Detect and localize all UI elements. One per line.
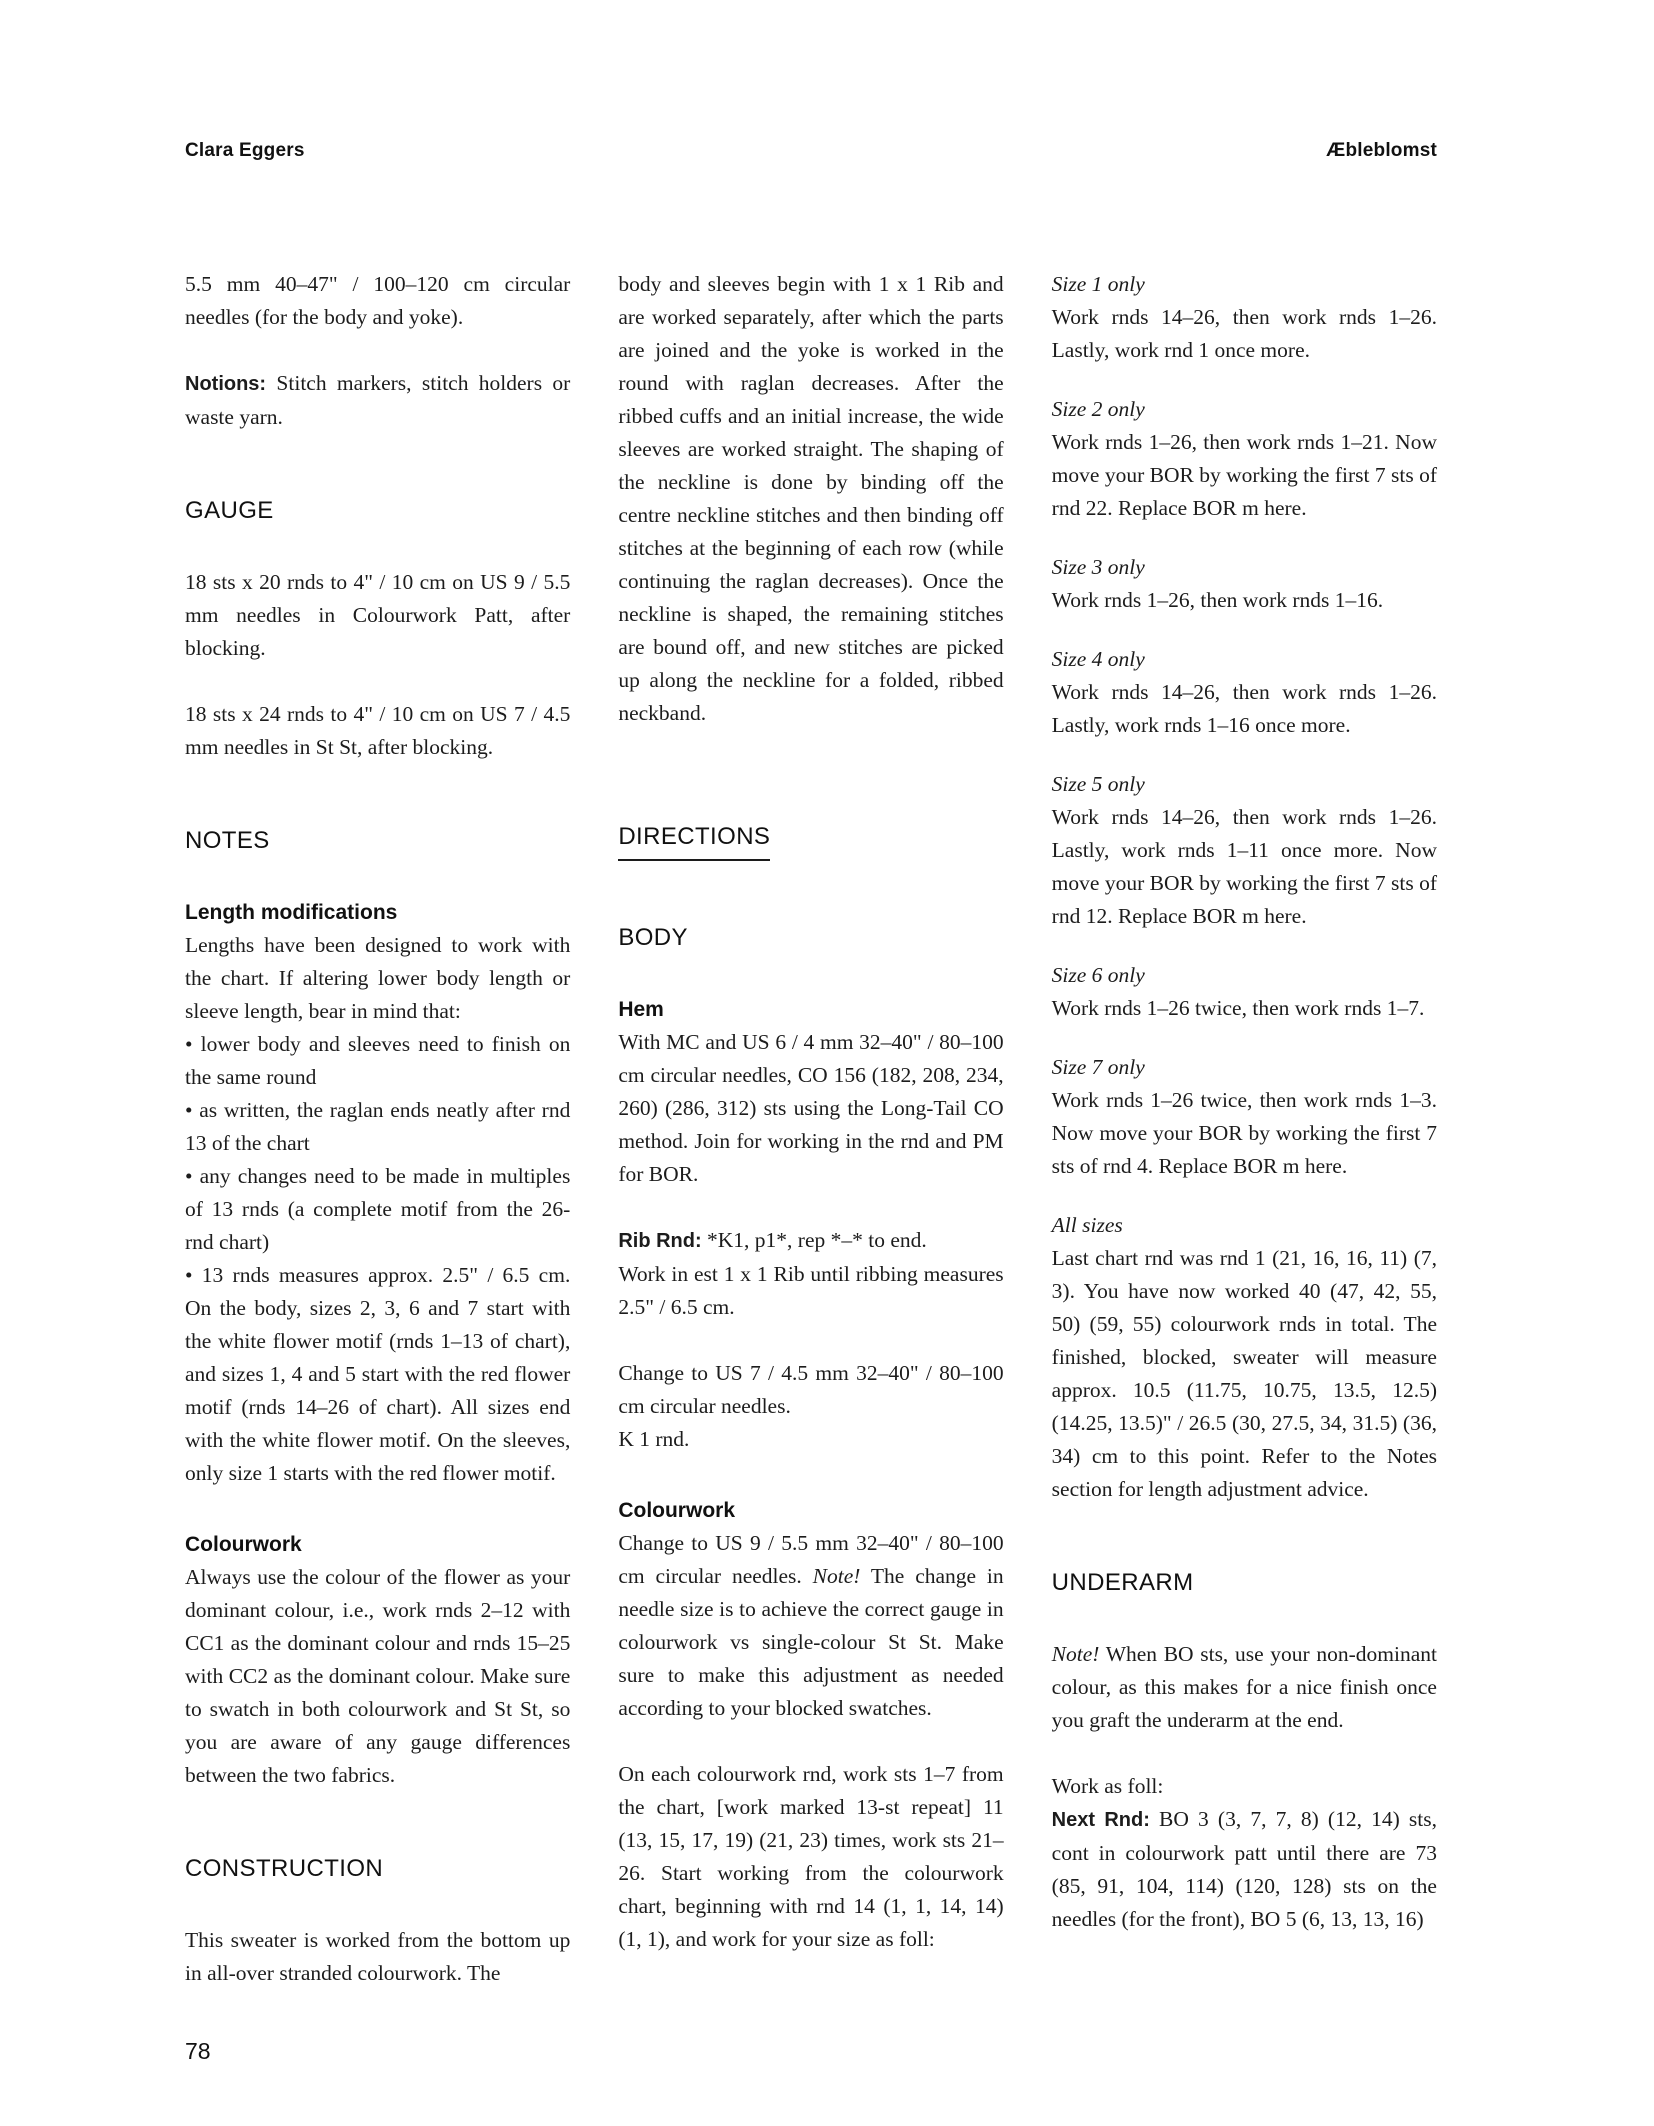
rib-rnd-text: *K1, p1*, rep *–* to end. [701, 1228, 927, 1252]
column-right [1052, 268, 1437, 2023]
size-label: Size 4 only [1051, 647, 1145, 671]
size-section [1052, 1051, 1437, 1183]
column-left [185, 268, 570, 2023]
size-label: Size 5 only [1051, 772, 1145, 796]
size-label: Size 1 only [1051, 272, 1145, 296]
size-text: Work rnds 1–26, then work rnds 1–21. Now move your BOR by working the first 7 sts of rnd 22. Replace BOR m here. [1051, 430, 1437, 520]
colourwork-change-text-a: Change to US 9 / 5.5 mm 32–40" / 80–100 cm circular needles. [618, 1531, 1004, 1588]
size-label: Size 7 only [1051, 1055, 1145, 1079]
gauge-colourwork-paragraph: 18 sts x 20 rnds to 4" / 10 cm on US 9 / 5.5 mm needles in Colourwork Patt, after blocking. [185, 570, 571, 660]
bullet-item: • lower body and sleeves need to finish on the same round [185, 1032, 571, 1089]
size-text: Work rnds 14–26, then work rnds 1–26. Lastly, work rnds 1–11 once more. Now move your BOR by working the first 7 sts of rnd 12. Replace BOR m here. [1051, 805, 1437, 928]
notions-label: Notions: [185, 373, 267, 395]
next-rnd-line [1052, 1803, 1437, 1936]
k1-rnd-line: K 1 rnd. [618, 1427, 690, 1451]
size-text: Work rnds 1–26 twice, then work rnds 1–7. [1051, 996, 1425, 1020]
size-label: Size 6 only [1051, 963, 1145, 987]
colourwork-change-text-b: The change in needle size is to achieve the correct gauge in colourwork vs single-colour St St. Make sure to make this adjustment as needed according to your blocked swatches. [618, 1564, 1004, 1720]
bullet-item: • as written, the raglan ends neatly after rnd 13 of the chart [185, 1098, 571, 1155]
size-section [1052, 268, 1437, 367]
size-section [1052, 393, 1437, 525]
colourwork-notes-paragraph: Always use the colour of the flower as your dominant colour, i.e., work rnds 2–12 with CC1 as the dominant colour and rnds 15–25 with CC2 as the dominant colour. Make sure to swatch in both colourwork and St St, so you are aware of any gauge differences between the two fabrics. [185, 1565, 571, 1787]
note-label: Note! [1051, 1642, 1100, 1666]
header-pattern-name: Æbleblomst [1326, 140, 1437, 161]
directions-heading-wrap [618, 822, 1003, 861]
underarm-heading: UNDERARM [1051, 1569, 1194, 1596]
bullet-item: • 13 rnds measures approx. 2.5" / 6.5 cm. On the body, sizes 2, 3, 6 and 7 start with the white flower motif (rnds 1–13 of chart), and sizes 1, 4 and 5 start with the red flower motif (rnds 14–26 of chart). All sizes end with the white flower motif. On the sleeves, only size 1 starts with the red flower motif. [185, 1263, 571, 1485]
work-as-foll-line: Work as foll: [1051, 1774, 1164, 1798]
length-modifications-heading: Length modifications [185, 901, 398, 924]
body-heading: BODY [618, 924, 688, 951]
next-rnd-label: Next Rnd: [1051, 1809, 1150, 1831]
hem-cast-on-paragraph: With MC and US 6 / 4 mm 32–40" / 80–100 cm circular needles, CO 156 (182, 208, 234, 260) (286, 312) sts using the Long-Tail CO method. Join for working in the rnd and PM for BOR. [618, 1030, 1004, 1186]
size-label: Size 3 only [1051, 555, 1145, 579]
needles-continuation: 5.5 mm 40–47" / 100–120 cm circular needles (for the body and yoke). [185, 272, 571, 329]
underarm-instructions-block [1052, 1770, 1437, 1936]
column-middle [618, 268, 1003, 2023]
size-label: Size 2 only [1051, 397, 1145, 421]
directions-heading: DIRECTIONS [618, 822, 770, 861]
size-text: Work rnds 14–26, then work rnds 1–26. Lastly, work rnd 1 once more. [1051, 305, 1437, 362]
page-number: 78 [185, 2038, 211, 2064]
header-author: Clara Eggers [185, 140, 305, 161]
notions-text: Stitch markers, stitch holders or waste yarn. [185, 371, 571, 429]
size-section [1052, 768, 1437, 933]
gauge-stst-paragraph: 18 sts x 24 rnds to 4" / 10 cm on US 7 / 4.5 mm needles in St St, after blocking. [185, 702, 571, 759]
next-rnd-text: BO 3 (3, 7, 7, 8) (12, 14) sts, cont in colourwork patt until there are 73 (85, 91, 104, 114) (120, 128) sts on the needles (for the front), BO 5 (6, 13, 13, 16) [1051, 1807, 1437, 1931]
size-section [1052, 1209, 1437, 1506]
size-section [1052, 551, 1437, 617]
length-bullet-list [185, 1028, 570, 1490]
size-label: All sizes [1051, 1213, 1123, 1237]
size-text: Work rnds 14–26, then work rnds 1–26. Lastly, work rnds 1–16 once more. [1051, 680, 1437, 737]
bullet-item: • any changes need to be made in multiples of 13 rnds (a complete motif from the 26-rnd chart) [185, 1164, 571, 1254]
notes-heading: NOTES [185, 827, 270, 854]
construction-continued-paragraph: body and sleeves begin with 1 x 1 Rib and are worked separately, after which the parts are joined and the yoke is worked in the round with raglan decreases. After the ribbed cuffs and an initial increase, the wide sleeves are worked straight. The shaping of the neckline is done by binding off the centre neckline stitches and then binding off stitches at the beginning of each row (while continuing the raglan decreases). Once the neckline is shaped, the remaining stitches are bound off, and new stitches are picked up along the neckline for a folded, ribbed neckband. [618, 272, 1004, 725]
page-header [185, 140, 1437, 162]
rib-rnd-line [618, 1224, 1003, 1258]
note-label: Note! [812, 1564, 861, 1588]
notions-paragraph [185, 367, 570, 434]
hem-heading: Hem [618, 998, 664, 1021]
size-section [1052, 643, 1437, 742]
underarm-note-text: When BO sts, use your non-dominant colour, as this makes for a nice finish once you graft the underarm at the end. [1051, 1642, 1437, 1732]
construction-heading: CONSTRUCTION [185, 1855, 384, 1882]
change-needles-line: Change to US 7 / 4.5 mm 32–40" / 80–100 cm circular needles. [618, 1361, 1004, 1418]
rib-continue-line: Work in est 1 x 1 Rib until ribbing measures 2.5" / 6.5 cm. [618, 1262, 1004, 1319]
gauge-heading: GAUGE [185, 497, 274, 524]
rib-rnd-block [618, 1224, 1003, 1324]
size-text: Last chart rnd was rnd 1 (21, 16, 16, 11) (7, 3). You have now worked 40 (47, 42, 55, 50) (59, 55) colourwork rnds in total. The finished, blocked, sweater will measure approx. 10.5 (11.75, 10.75, 13.5, 12.5) (14.25, 13.5)" / 26.5 (30, 27.5, 34, 31.5) (36, 34) cm to this point. Refer to the Notes section for length adjustment advice. [1051, 1246, 1437, 1501]
rib-rnd-label: Rib Rnd: [618, 1230, 702, 1252]
construction-paragraph: This sweater is worked from the bottom up in all-over stranded colourwork. The [185, 1928, 571, 1985]
underarm-note-paragraph [1052, 1638, 1437, 1737]
page-footer [185, 2038, 211, 2065]
colourwork-change-paragraph [618, 1527, 1003, 1725]
size-section [1052, 959, 1437, 1025]
content-columns [185, 268, 1437, 2023]
colourwork-notes-heading: Colourwork [185, 1533, 302, 1556]
size-text: Work rnds 1–26, then work rnds 1–16. [1051, 588, 1384, 612]
length-modifications-intro: Lengths have been designed to work with the chart. If altering lower body length or sleeve length, bear in mind that: [185, 933, 571, 1023]
size-text: Work rnds 1–26 twice, then work rnds 1–3. Now move your BOR by working the first 7 sts of rnd 4. Replace BOR m here. [1051, 1088, 1437, 1178]
needle-change-block [618, 1357, 1003, 1456]
colourwork-heading: Colourwork [618, 1499, 735, 1522]
colourwork-repeat-paragraph: On each colourwork rnd, work sts 1–7 from the chart, [work marked 13-st repeat] 11 (13, 15, 17, 19) (21, 23) times, work sts 21–26. Start working from the colourwork chart, beginning with rnd 14 (1, 1, 14, 14) (1, 1), and work for your size as foll: [618, 1762, 1004, 1951]
